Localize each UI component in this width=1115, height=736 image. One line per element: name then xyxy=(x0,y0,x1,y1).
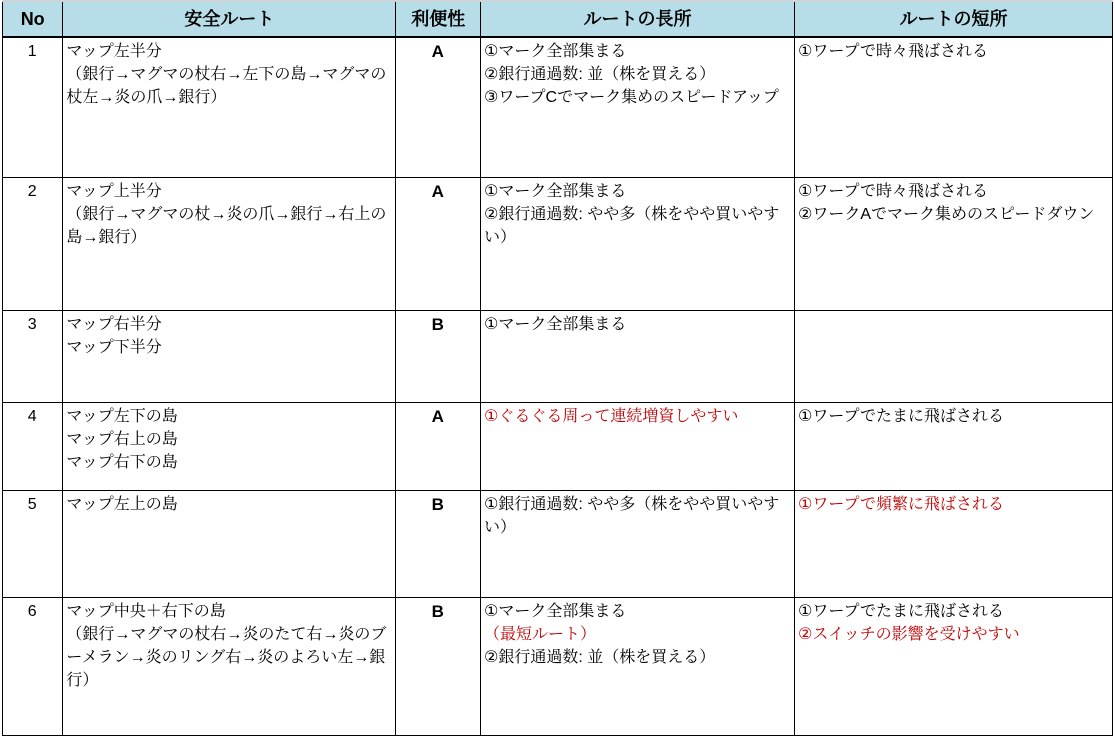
con-item: ②ワークAでマーク集めのスピードダウン xyxy=(797,205,1095,223)
pro-item: （最短ルート） xyxy=(484,625,597,643)
cell-pros[interactable] xyxy=(481,597,795,735)
cell-route[interactable] xyxy=(63,597,396,735)
pro-item: ②銀行通過数: やや多（株をやや買いやすい） xyxy=(484,205,780,246)
header-row xyxy=(3,1,1113,37)
header-convenience[interactable]: 利便性 xyxy=(396,1,481,37)
con-item: ①ワープで頻繁に飛ばされる xyxy=(797,495,1004,513)
cell-convenience[interactable] xyxy=(396,490,481,597)
convenience-grade: B xyxy=(431,314,444,334)
pro-item: ①マーク全部集まる xyxy=(484,182,627,200)
cell-pros[interactable] xyxy=(481,177,795,310)
pro-item: ①銀行通過数: やや多（株をやや買いやすい） xyxy=(484,495,780,536)
con-item: ①ワープでたまに飛ばされる xyxy=(797,407,1004,425)
header-safe-route[interactable]: 安全ルート xyxy=(63,1,396,37)
convenience-grade: B xyxy=(431,494,444,514)
row-number: 5 xyxy=(27,495,37,513)
row-number: 3 xyxy=(27,315,37,333)
cell-no[interactable] xyxy=(3,490,63,597)
con-item: ①ワープで時々飛ばされる xyxy=(797,182,988,200)
header-route-cons[interactable]: ルートの短所 xyxy=(794,1,1112,37)
con-item: ①ワープで時々飛ばされる xyxy=(797,43,988,60)
route-line: （銀行→マグマの杖右→左下の島→マグマの杖左→炎の爪→銀行） xyxy=(66,66,387,106)
row-number: 1 xyxy=(27,43,37,60)
con-item: ②スイッチの影響を受けやすい xyxy=(797,625,1020,643)
cell-cons[interactable] xyxy=(794,37,1112,177)
header-no[interactable]: No xyxy=(3,1,63,37)
route-line: マップ中央＋右下の島 xyxy=(66,602,226,620)
pro-item: ②銀行通過数: 並（株を買える） xyxy=(484,66,716,83)
cell-convenience[interactable] xyxy=(396,597,481,735)
cell-no[interactable] xyxy=(3,402,63,490)
row-number: 6 xyxy=(27,602,37,620)
route-line: マップ左下の島 xyxy=(66,407,178,425)
cell-convenience[interactable] xyxy=(396,177,481,310)
pro-item: ①マーク全部集まる xyxy=(484,602,627,620)
table-row xyxy=(3,597,1113,735)
table-row xyxy=(3,310,1113,402)
convenience-grade: A xyxy=(431,42,444,61)
cell-cons[interactable] xyxy=(794,597,1112,735)
cell-cons[interactable] xyxy=(794,490,1112,597)
route-line: （銀行→マグマの杖右→炎のたて右→炎のブーメラン→炎のリング右→炎のよろい左→銀行） xyxy=(66,625,387,689)
con-item: ①ワープでたまに飛ばされる xyxy=(797,602,1004,620)
cell-no[interactable] xyxy=(3,597,63,735)
cell-route[interactable] xyxy=(63,310,396,402)
route-line: マップ上半分 xyxy=(66,182,162,200)
table-row xyxy=(3,177,1113,310)
routes-table xyxy=(2,0,1113,736)
route-line: （銀行→マグマの杖→炎の爪→銀行→右上の島→銀行） xyxy=(66,205,387,246)
cell-no[interactable] xyxy=(3,177,63,310)
cell-route[interactable] xyxy=(63,37,396,177)
cell-convenience[interactable] xyxy=(396,310,481,402)
cell-no[interactable] xyxy=(3,310,63,402)
cell-pros[interactable] xyxy=(481,37,795,177)
row-number: 2 xyxy=(27,182,37,200)
route-line: マップ下半分 xyxy=(66,338,162,356)
cell-pros[interactable] xyxy=(481,490,795,597)
cell-pros[interactable] xyxy=(481,310,795,402)
cell-convenience[interactable] xyxy=(396,37,481,177)
convenience-grade: A xyxy=(431,406,444,426)
cell-route[interactable] xyxy=(63,490,396,597)
route-line: マップ右下の島 xyxy=(66,453,178,471)
table-row xyxy=(3,490,1113,597)
cell-convenience[interactable] xyxy=(396,402,481,490)
pro-item: ①マーク全部集まる xyxy=(484,315,627,333)
table-row xyxy=(3,37,1113,177)
cell-pros[interactable] xyxy=(481,402,795,490)
convenience-grade: B xyxy=(431,601,444,621)
cell-cons[interactable] xyxy=(794,402,1112,490)
convenience-grade: A xyxy=(431,181,444,201)
route-line: マップ左半分 xyxy=(66,43,162,60)
cell-route[interactable] xyxy=(63,402,396,490)
row-number: 4 xyxy=(27,407,37,425)
pro-item: ③ワープCでマーク集めのスピードアップ xyxy=(484,89,779,106)
pro-item: ①マーク全部集まる xyxy=(484,43,627,60)
header-route-pros[interactable]: ルートの長所 xyxy=(481,1,795,37)
route-line: マップ左上の島 xyxy=(66,495,178,513)
cell-no[interactable] xyxy=(3,37,63,177)
route-line: マップ右上の島 xyxy=(66,430,178,448)
cell-route[interactable] xyxy=(63,177,396,310)
cell-cons[interactable] xyxy=(794,310,1112,402)
pro-item: ②銀行通過数: 並（株を買える） xyxy=(484,648,716,666)
table-row xyxy=(3,402,1113,490)
cell-cons[interactable] xyxy=(794,177,1112,310)
route-line: マップ右半分 xyxy=(66,315,162,333)
pro-item: ①ぐるぐる周って連続増資しやすい xyxy=(484,407,739,425)
